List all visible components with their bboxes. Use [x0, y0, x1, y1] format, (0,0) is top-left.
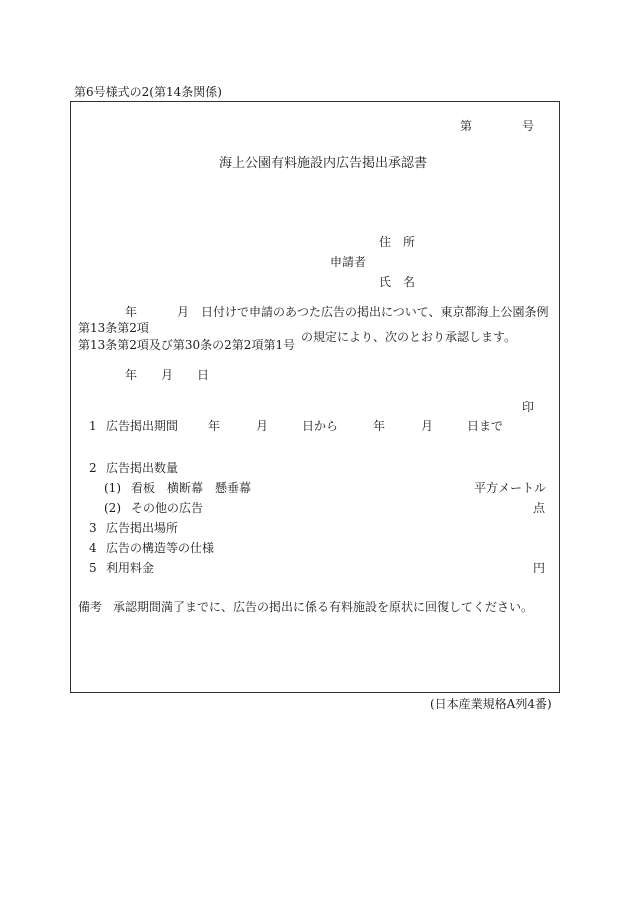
item1-until: 日まで [467, 419, 504, 433]
address-label: 住 所 [379, 235, 416, 249]
item1-year2: 年 [373, 419, 386, 433]
body-option-2: 第13条第2項及び第30条の2第2項第1号 [78, 338, 296, 352]
item2-2-unit: 点 [533, 501, 546, 515]
item2-1-number: (1) [104, 481, 121, 495]
seal-mark: 印 [522, 400, 535, 414]
item2-2-number: (2) [104, 501, 121, 515]
item3-number: 3 [89, 521, 97, 535]
item4-label: 広告の構造等の仕様 [106, 541, 215, 555]
number-dai: 第 [460, 119, 473, 133]
remarks-label: 備考 [78, 600, 103, 614]
item2-1-label: 看板 横断幕 懸垂幕 [131, 481, 252, 495]
item5-label: 利用料金 [106, 561, 155, 575]
approval-year: 年 [125, 368, 138, 382]
body-month: 月 [177, 305, 190, 319]
body-line1-text: 日付けで申請のあつた広告の掲出について、東京都海上公園条例 [201, 305, 549, 319]
form-header-label: 第6号様式の2(第14条関係) [74, 85, 222, 99]
footer-note: (日本産業規格A列4番) [430, 697, 552, 711]
item1-label: 広告掲出期間 [106, 419, 179, 433]
name-label: 氏 名 [379, 275, 416, 289]
number-go: 号 [522, 119, 535, 133]
approval-day: 日 [197, 368, 210, 382]
item1-number: 1 [89, 419, 97, 433]
item1-from: 日から [302, 419, 339, 433]
item2-label: 広告掲出数量 [106, 461, 179, 475]
approval-month: 月 [161, 368, 174, 382]
item5-number: 5 [89, 561, 97, 575]
item1-month1: 月 [256, 419, 269, 433]
item2-2-label: その他の広告 [131, 501, 204, 515]
item1-month2: 月 [421, 419, 434, 433]
item4-number: 4 [89, 541, 97, 555]
item1-year1: 年 [208, 419, 221, 433]
remarks-text: 承認期間満了までに、広告の掲出に係る有料施設を原状に回復してください。 [113, 600, 534, 614]
body-year: 年 [125, 305, 138, 319]
item2-1-unit: 平方メートル [474, 481, 547, 495]
applicant-label: 申請者 [330, 255, 367, 269]
body-line2-text: の規定により、次のとおり承認します。 [301, 330, 517, 344]
body-option-1: 第13条第2項 [78, 321, 149, 335]
document-title: 海上公園有料施設内広告掲出承認書 [219, 156, 428, 171]
item3-label: 広告掲出場所 [106, 521, 179, 535]
item2-number: 2 [89, 461, 97, 475]
item5-unit: 円 [533, 561, 546, 575]
